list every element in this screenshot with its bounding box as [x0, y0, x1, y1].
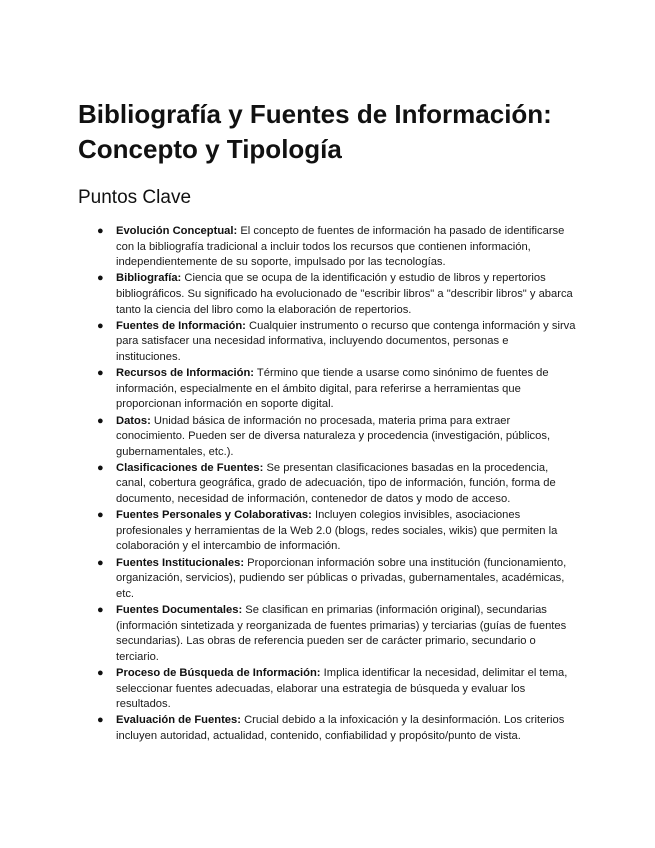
bullet-icon: ● — [97, 714, 104, 727]
list-item-term: Proceso de Búsqueda de Información: — [116, 666, 321, 679]
list-item — [97, 666, 576, 713]
list-item-text: Crucial debido a la infoxicación y la desinformación. Los criterios incluyen autoridad, actualidad, contenido, confiabilidad y propósito/punto de vista. — [116, 714, 565, 742]
list-item-term: Fuentes Documentales: — [116, 604, 243, 616]
list-item-term: Evaluación de Fuentes: — [116, 714, 241, 727]
list-item-text: Cualquier instrumento o recurso que contenga información y sirva para satisfacer una necesidad informativa, incluyendo documentos, personas e instituciones. — [116, 319, 576, 363]
list-item — [97, 271, 576, 318]
bullet-icon: ● — [97, 604, 104, 616]
bullet-icon: ● — [97, 556, 104, 569]
list-item-term: Bibliografía: — [116, 272, 182, 285]
list-item-text: Unidad básica de información no procesada, materia prima para extraer conocimiento. Pueden ser de diversa naturaleza y procedencia (investigación, públicos, gubernamentales, etc.). — [116, 414, 551, 458]
list-item — [97, 713, 576, 744]
list-item-text: Proporcionan información sobre una institución (funcionamiento, organización, servicios), pudiendo ser públicas o privadas, gubernamentales, académicas, etc. — [116, 556, 567, 600]
bullet-icon: ● — [97, 461, 104, 474]
bullet-icon: ● — [97, 272, 104, 285]
list-item-term: Evolución Conceptual: — [116, 225, 238, 237]
list-item-text: El concepto de fuentes de información ha pasado de identificarse con la bibliografía tradicional a incluir todos los recursos que contienen información, independientemente de su soporte, impulsado por las tecnologías. — [116, 225, 565, 269]
list-item — [97, 556, 576, 603]
list-item — [97, 461, 576, 508]
bullet-icon: ● — [97, 319, 104, 332]
list-item-text: Término que tiende a usarse como sinónimo de fuentes de información, especialmente en el ámbito digital, para referirse a herramientas que proporcionan información en soporte digital. — [116, 367, 549, 411]
page-title: Bibliografía y Fuentes de Información: Concepto y Tipología — [78, 99, 552, 164]
list-item-text: Se clasifican en primarias (información original), secundarias (información sintetizada y reorganizada de fuentes primarias) y terciarias (guías de fuentes secundarias). Las obras de referencia pueden ser de carácter primario, secundario o terciario. — [116, 604, 567, 663]
list-item-term: Fuentes de Información: — [116, 319, 246, 332]
key-points-list — [97, 224, 576, 745]
section-heading: Puntos Clave — [78, 187, 192, 208]
bullet-icon: ● — [97, 225, 104, 237]
list-item-term: Clasificaciones de Fuentes: — [116, 461, 264, 474]
list-item-term: Fuentes Institucionales: — [116, 556, 245, 569]
list-item-term: Recursos de Información: — [116, 367, 255, 380]
list-item — [97, 366, 576, 413]
list-item-text: Implica identificar la necesidad, delimitar el tema, seleccionar fuentes adecuadas, elaborar una estrategia de búsqueda y evaluar los resultados. — [116, 666, 568, 711]
list-item-text: Ciencia que se ocupa de la identificación y estudio de libros y repertorios bibliográficos. Su significado ha evolucionado de "escribir libros" a "describir libros" y abarca tanto la ciencia del libro como la elaboración de repertorios. — [116, 272, 573, 316]
bullet-icon: ● — [97, 509, 104, 522]
list-item — [97, 414, 576, 461]
bullet-icon: ● — [97, 666, 104, 679]
list-item-text: Se presentan clasificaciones basadas en la procedencia, canal, cobertura geográfica, grado de adecuación, tipo de información, función, forma de documento, necesidad de información, contenedor de datos y modo de acceso. — [116, 461, 556, 506]
list-item-text: Incluyen colegios invisibles, asociaciones profesionales y herramientas de la Web 2.0 (blogs, redes sociales, wikis) que permiten la colaboración y el intercambio de información. — [116, 509, 558, 553]
list-item — [97, 224, 576, 271]
list-item — [97, 603, 576, 665]
bullet-icon: ● — [97, 367, 104, 380]
list-item — [97, 319, 576, 366]
list-item-term: Datos: — [116, 414, 151, 427]
list-item-term: Fuentes Personales y Colaborativas: — [116, 509, 312, 522]
bullet-icon: ● — [97, 414, 104, 427]
list-item — [97, 508, 576, 555]
